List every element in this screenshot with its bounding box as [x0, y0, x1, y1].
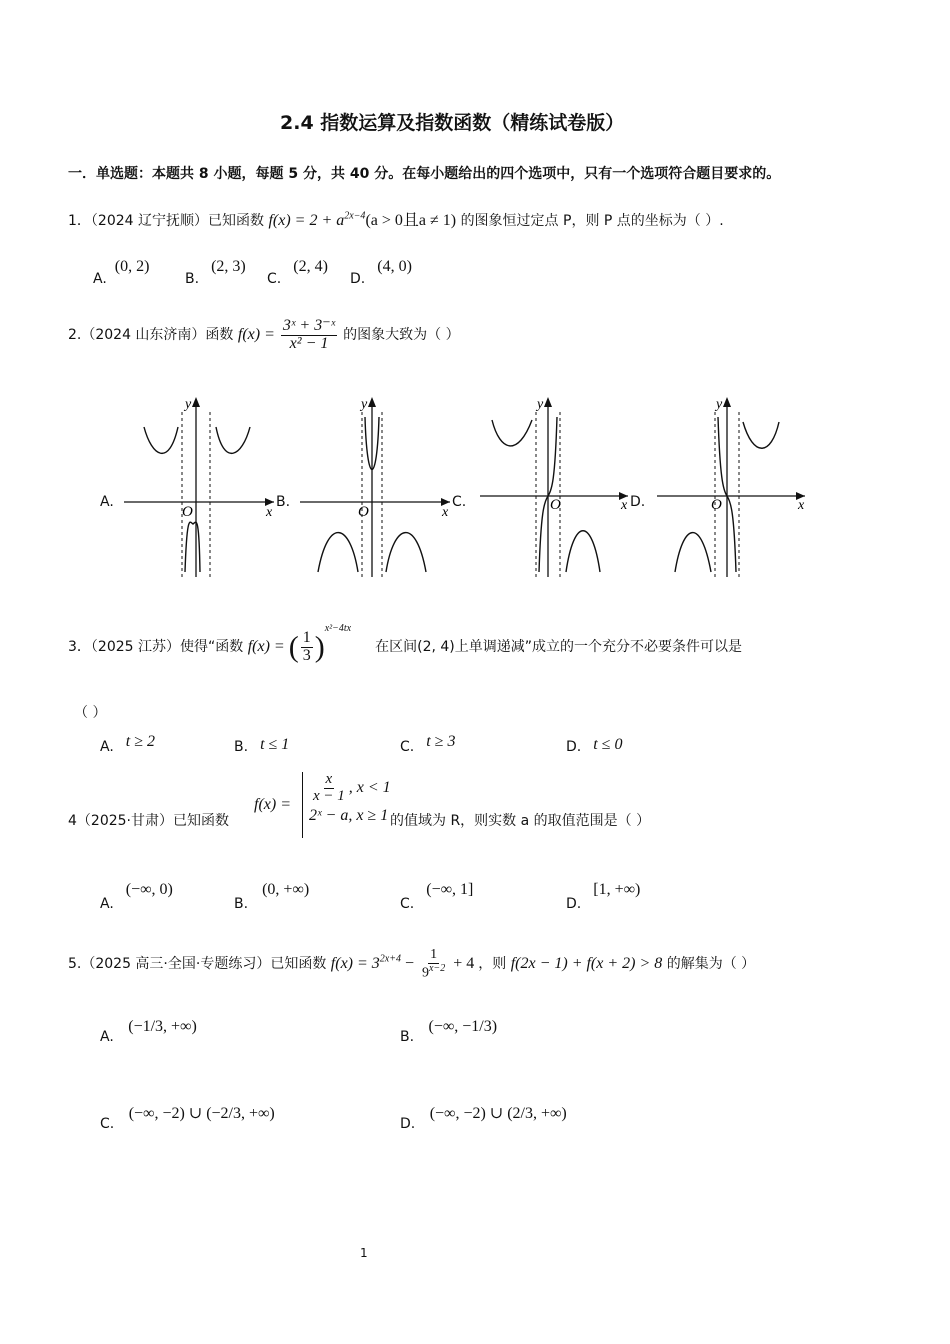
svg-text:x: x: [621, 498, 628, 513]
q2-option-a-label[interactable]: A.: [100, 494, 114, 510]
q3-option-c[interactable]: C. t ≥ 3: [400, 733, 456, 755]
svg-text:x: x: [266, 505, 273, 520]
q1-option-d[interactable]: D.(4, 0): [350, 258, 412, 287]
q1-option-c[interactable]: C.(2, 4): [267, 258, 328, 287]
q4-formula: f(x) =: [254, 796, 291, 813]
q5-prefix: 5.（2025 高三·全国·专题练习）已知函数: [68, 956, 327, 973]
q2-prefix: 2.（2024 山东济南）函数: [68, 326, 234, 343]
q2-formula: f(x) = $\frac{\text{3ˣ + 3⁻ˣ}}{\text{x² − 1}}$: [237, 317, 336, 352]
q4-piecewise: $\frac{x}{x - 1}$ , x < 1 2ˣ − a, x ≥ 1: [302, 772, 391, 838]
q5-option-b[interactable]: B. (−∞, −1/3): [400, 1018, 498, 1045]
q5-option-a[interactable]: A. (−1/3, +∞): [100, 1018, 197, 1045]
q5-mid: ，则: [478, 956, 507, 973]
q4-option-d[interactable]: D.[1, +∞): [566, 881, 641, 912]
q2-graph-c[interactable]: [478, 392, 638, 582]
question-3: [68, 622, 742, 665]
svg-text:O: O: [182, 504, 193, 520]
q5-option-d[interactable]: D. (−∞, −2) ∪ (2/3, +∞): [400, 1105, 567, 1132]
q2-suffix: 的图象大致为（ ）: [343, 326, 460, 343]
q3-prefix: 3．（2025 江苏）使得“函数: [68, 638, 244, 655]
svg-text:O: O: [711, 497, 722, 513]
svg-text:y: y: [361, 397, 368, 412]
svg-text:y: y: [537, 397, 544, 412]
q2-option-c-label[interactable]: C.: [452, 494, 467, 510]
q4-option-b[interactable]: B.(0, +∞): [234, 881, 310, 912]
question-5: [68, 948, 755, 981]
q3-option-d[interactable]: D. t ≤ 0: [566, 736, 623, 755]
svg-text:x: x: [442, 505, 449, 520]
q3-option-b[interactable]: B. t ≤ 1: [234, 736, 290, 755]
q4-suffix: 的值域为 R，则实数 a 的取值范围是（ ）: [390, 813, 651, 829]
q4-option-c[interactable]: C.(−∞, 1]: [400, 881, 474, 912]
svg-text:y: y: [185, 397, 192, 412]
svg-text:y: y: [716, 397, 723, 412]
question-4-prefix: 4（2025·甘肃）已知函数: [68, 813, 229, 829]
svg-text:O: O: [550, 497, 561, 513]
question-2: [68, 318, 460, 353]
q4-option-a[interactable]: A.(−∞, 0): [100, 881, 173, 912]
q1-prefix: 1．（2024 辽宁抚顺）已知函数: [68, 213, 264, 229]
q2-option-b-label[interactable]: B.: [276, 494, 291, 510]
page-title: 2.4 指数运算及指数函数（精练试卷版）: [280, 112, 625, 134]
q2-graph-a[interactable]: [124, 392, 284, 582]
q3-mid: 在区间(2, 4)上单调递减”成立的一个充分不必要条件可以是: [375, 638, 742, 655]
q5-inequality: f(2x − 1) + f(x + 2) > 8: [510, 955, 663, 973]
page-number: 1: [360, 1246, 368, 1260]
svg-text:O: O: [358, 504, 369, 520]
svg-text:x: x: [798, 498, 805, 513]
q2-graph-b[interactable]: [300, 392, 460, 582]
question-1: [68, 207, 724, 230]
q2-graph-d[interactable]: [655, 392, 815, 582]
q3-blank: （ ）: [74, 705, 107, 721]
q5-formula: $f(x) = 3^{2x+4}$ − $\frac{1}{9^{x-2}}$ + 4: [330, 947, 475, 981]
q2-option-d-label[interactable]: D.: [630, 494, 646, 510]
section-header: 一．单选题：本题共 8 小题，每题 5 分，共 40 分。在每小题给出的四个选项中，只有一个选项符合题目要求的。: [68, 166, 781, 182]
q5-option-c[interactable]: C. (−∞, −2) ∪ (−2/3, +∞): [100, 1105, 275, 1132]
q5-suffix: 的解集为（ ）: [666, 956, 756, 973]
q3-formula: f(x) = ( $\frac{1}{3}$ )$^{x^2-4tx}$: [247, 622, 352, 664]
q1-formula: $f(x) = 2 + a^{2x-4}(a > 0$且a ≠ 1): [268, 210, 457, 229]
q3-option-a[interactable]: A. t ≥ 2: [100, 733, 156, 755]
q1-option-b[interactable]: B.(2, 3): [185, 258, 246, 287]
q1-option-a[interactable]: A.(0, 2): [93, 258, 150, 287]
q1-suffix: 的图象恒过定点 P，则 P 点的坐标为（ ）.: [460, 213, 724, 229]
